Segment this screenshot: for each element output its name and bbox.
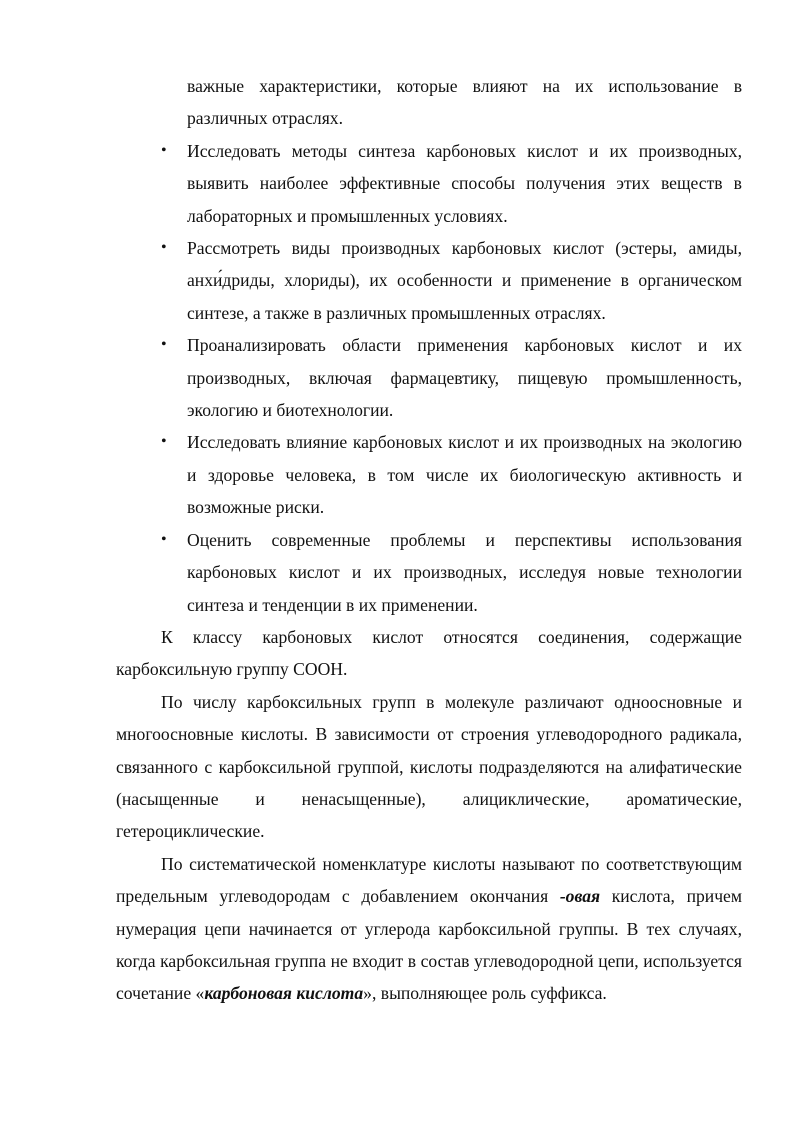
term-carboxylic-acid: карбоновая кислота (204, 983, 364, 1004)
list-item (116, 524, 742, 621)
continuation-text: важные характеристики, которые влияют на их использование в различных отраслях. (187, 76, 742, 129)
suffix-ovaya: -овая (559, 886, 601, 907)
nomenclature-text-c: кислота, причем нумерация цепи начинается от углерода карбоксильной группы. В тех случаях, когда карбоксильная группа не входит в состав углеводородной цепи, используется сочетание « (116, 886, 742, 1004)
objectives-list (116, 70, 742, 621)
bullet-icon: • (161, 141, 167, 159)
document-page (116, 70, 742, 1010)
list-item-text: Оценить современные проблемы и перспективы использования карбоновых кислот и их производных, исследуя новые технологии синтеза и тенденции в их применении. (187, 529, 742, 615)
list-item (116, 329, 742, 426)
bullet-icon: • (161, 530, 167, 548)
bullet-icon: • (161, 239, 167, 257)
list-item-continuation (116, 70, 742, 135)
list-item (116, 232, 742, 329)
nomenclature-text-a: По систематической номенклатуре кислоты называют по соответствующим предельным углеводородам с добавлением окончания (116, 853, 742, 907)
bullet-icon: • (161, 336, 167, 354)
paragraph-class-definition: К классу карбоновых кислот относятся соединения, содержащие карбоксильную группу СООН. (116, 626, 742, 680)
list-item (116, 135, 742, 232)
list-item-text: Рассмотреть виды производных карбоновых кислот (эстеры, амиды, анхи́дриды, хлориды), их особенности и применение в органическом синтезе, а также в различных промышленных отраслях. (187, 238, 742, 323)
list-item-text: Исследовать методы синтеза карбоновых кислот и их производных, выявить наиболее эффективные способы получения этих веществ в лабораторных и промышленных условиях. (187, 140, 742, 226)
bullet-icon: • (161, 433, 167, 451)
paragraph-nomenclature (116, 848, 742, 1010)
nomenclature-text-e: », выполняющее роль суффикса. (363, 983, 607, 1004)
list-item-text: Исследовать влияние карбоновых кислот и их производных на экологию и здоровье человека, в том числе их биологическую активность и возможные риски. (187, 432, 742, 518)
list-item (116, 426, 742, 523)
list-item-text: Проанализировать области применения карбоновых кислот и их производных, включая фармацевтику, пищевую промышленность, экологию и биотехнологии. (187, 335, 742, 421)
paragraph-classification: По числу карбоксильных групп в молекуле различают одноосновные и многоосновные кислоты. В зависимости от строения углеводородного радикала, связанного с карбоксильной группой, кислоты подразделяются на алифатические (насыщенные и ненасыщенные), алициклические, ароматические, гетероциклические. (116, 691, 742, 842)
